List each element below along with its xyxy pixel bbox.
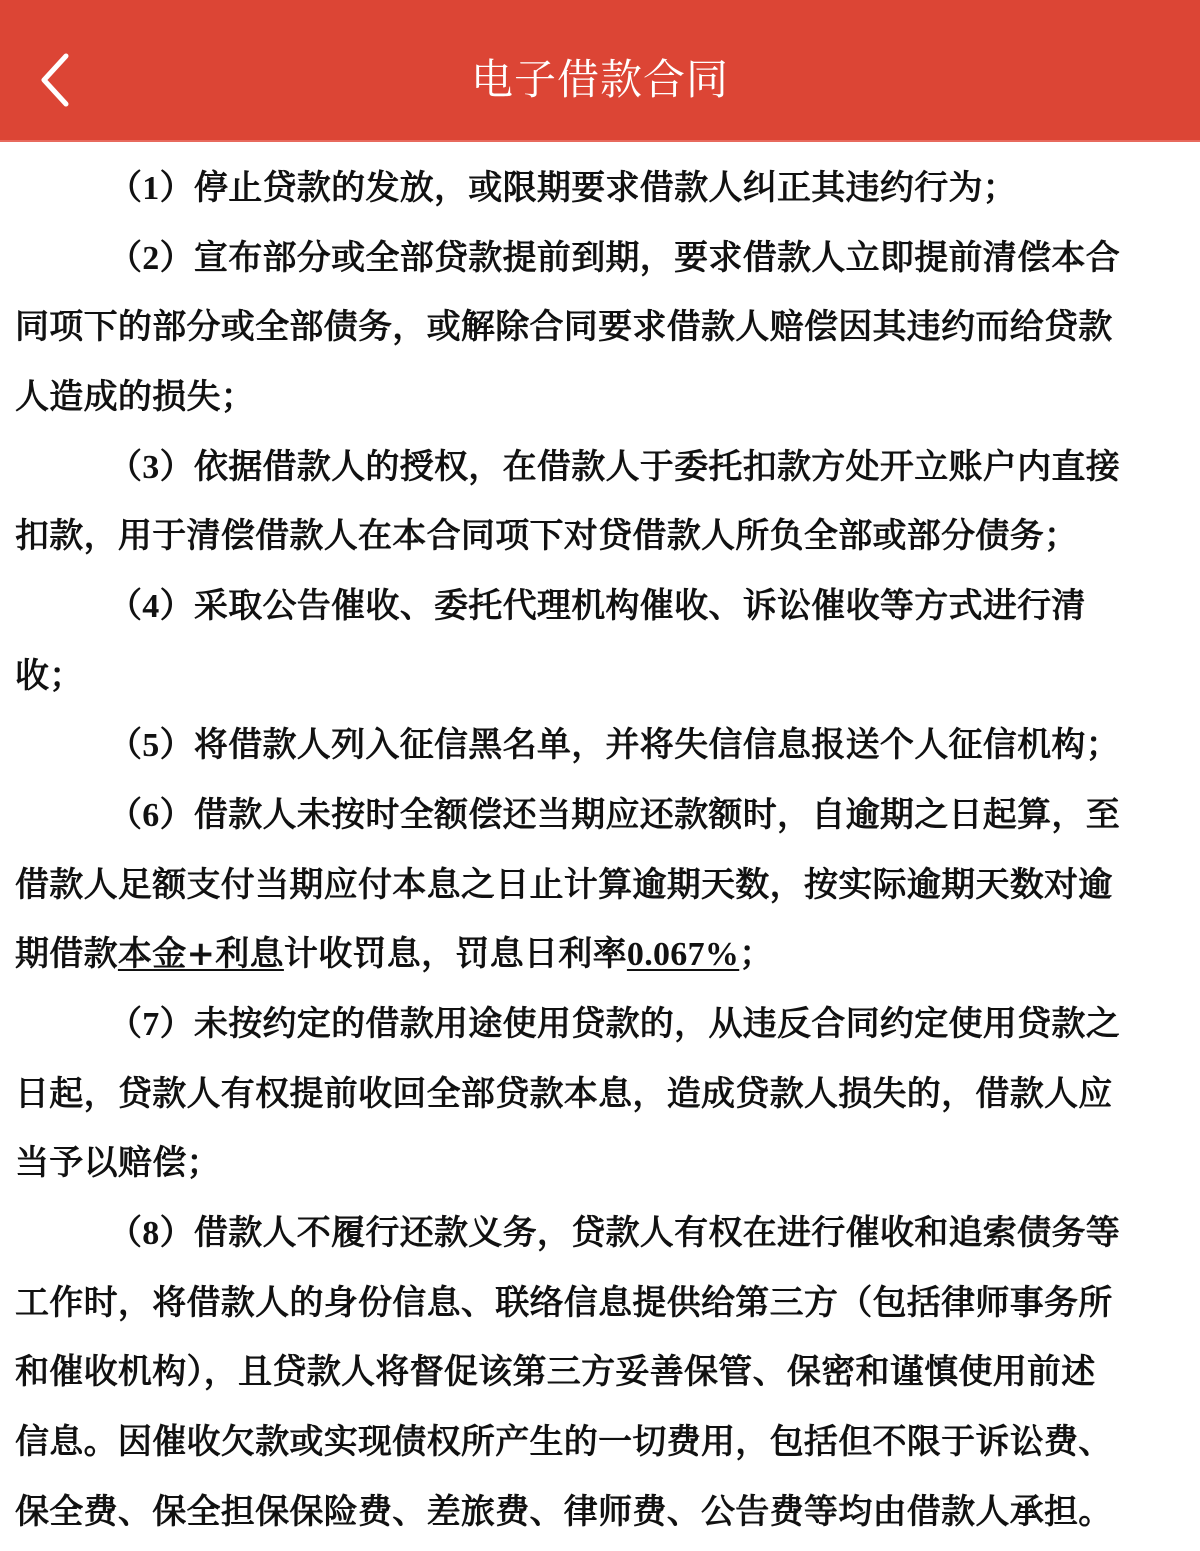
page-title: 电子借款合同 bbox=[470, 55, 729, 104]
clause-text: 计收罚息，罚息日利率 bbox=[283, 934, 627, 974]
clause-6-line-1 bbox=[108, 790, 1120, 840]
clause-3-line-2: 扣款，用于清偿借款人在本合同项下对贷借款人所负全部或部分债务； bbox=[15, 516, 1079, 556]
clause-number: （1） bbox=[108, 170, 194, 207]
clause-text: 采取公告催收、委托代理机构催收、诉讼催收等方式进行清 bbox=[193, 586, 1086, 626]
clause-2-line-3: 人造成的损失； bbox=[15, 377, 256, 417]
clause-8-line-2: 工作时，将借款人的身份信息、联络信息提供给第三方（包括律师事务所 bbox=[15, 1283, 1113, 1323]
chevron-left-icon bbox=[22, 40, 86, 120]
clause-number: （6） bbox=[108, 797, 194, 834]
clause-8-line-1 bbox=[108, 1208, 1120, 1258]
clause-6-line-3 bbox=[15, 929, 774, 979]
clause-number: （7） bbox=[108, 1006, 194, 1043]
clause-4-line-1 bbox=[108, 581, 1086, 631]
clause-7-line-1 bbox=[108, 999, 1120, 1049]
clause-number: （4） bbox=[108, 588, 194, 625]
clause-text: 将借款人列入征信黑名单，并将失信信息报送个人征信机构； bbox=[193, 725, 1121, 765]
clause-number: （5） bbox=[108, 727, 194, 764]
clause-text: 宣布部分或全部贷款提前到期，要求借款人立即提前清偿本合 bbox=[193, 238, 1121, 278]
clause-text: 停止贷款的发放，或限期要求借款人纠正其违约行为； bbox=[193, 168, 1018, 208]
underlined-term: 本金+利息 bbox=[117, 934, 284, 974]
clause-text: 借款人未按时全额偿还当期应还款额时，自逾期之日起算，至 bbox=[193, 795, 1121, 835]
clause-4-line-2: 收； bbox=[15, 656, 84, 696]
clause-number: （8） bbox=[108, 1215, 194, 1252]
top-nav-bar bbox=[0, 0, 1200, 140]
clause-8-line-4: 信息。因催收欠款或实现债权所产生的一切费用，包括但不限于诉讼费、 bbox=[15, 1422, 1113, 1462]
clause-text: 借款人不履行还款义务，贷款人有权在进行催收和追索债务等 bbox=[193, 1213, 1121, 1253]
clause-text: ； bbox=[739, 934, 774, 974]
clause-3-line-1 bbox=[108, 442, 1120, 492]
clause-8-line-3: 和催收机构），且贷款人将督促该第三方妥善保管、保密和谨慎使用前述 bbox=[15, 1352, 1096, 1392]
clause-2-line-2: 同项下的部分或全部债务，或解除合同要求借款人赔偿因其违约而给贷款 bbox=[15, 307, 1113, 347]
clause-5-line-1 bbox=[108, 720, 1120, 770]
clause-8-line-5: 保全费、保全担保保险费、差旅费、律师费、公告费等均由借款人承担。 bbox=[15, 1492, 1113, 1532]
back-button[interactable] bbox=[22, 40, 86, 120]
clause-7-line-3: 当予以赔偿； bbox=[15, 1143, 221, 1183]
clause-2-line-1 bbox=[108, 233, 1120, 283]
penalty-rate-value: 0.067% bbox=[626, 936, 740, 973]
clause-text: 期借款 bbox=[15, 934, 118, 974]
clause-text: 依据借款人的授权，在借款人于委托扣款方处开立账户内直接 bbox=[193, 447, 1121, 487]
clause-number: （2） bbox=[108, 240, 194, 277]
clause-number: （3） bbox=[108, 449, 194, 486]
clause-7-line-2: 日起，贷款人有权提前收回全部贷款本息，造成贷款人损失的，借款人应 bbox=[15, 1074, 1113, 1114]
clause-1-line-1 bbox=[108, 163, 1017, 213]
clause-6-line-2: 借款人足额支付当期应付本息之日止计算逾期天数，按实际逾期天数对逾 bbox=[15, 865, 1113, 905]
header-divider bbox=[0, 140, 1200, 142]
clause-text: 未按约定的借款用途使用贷款的，从违反合同约定使用贷款之 bbox=[193, 1004, 1121, 1044]
